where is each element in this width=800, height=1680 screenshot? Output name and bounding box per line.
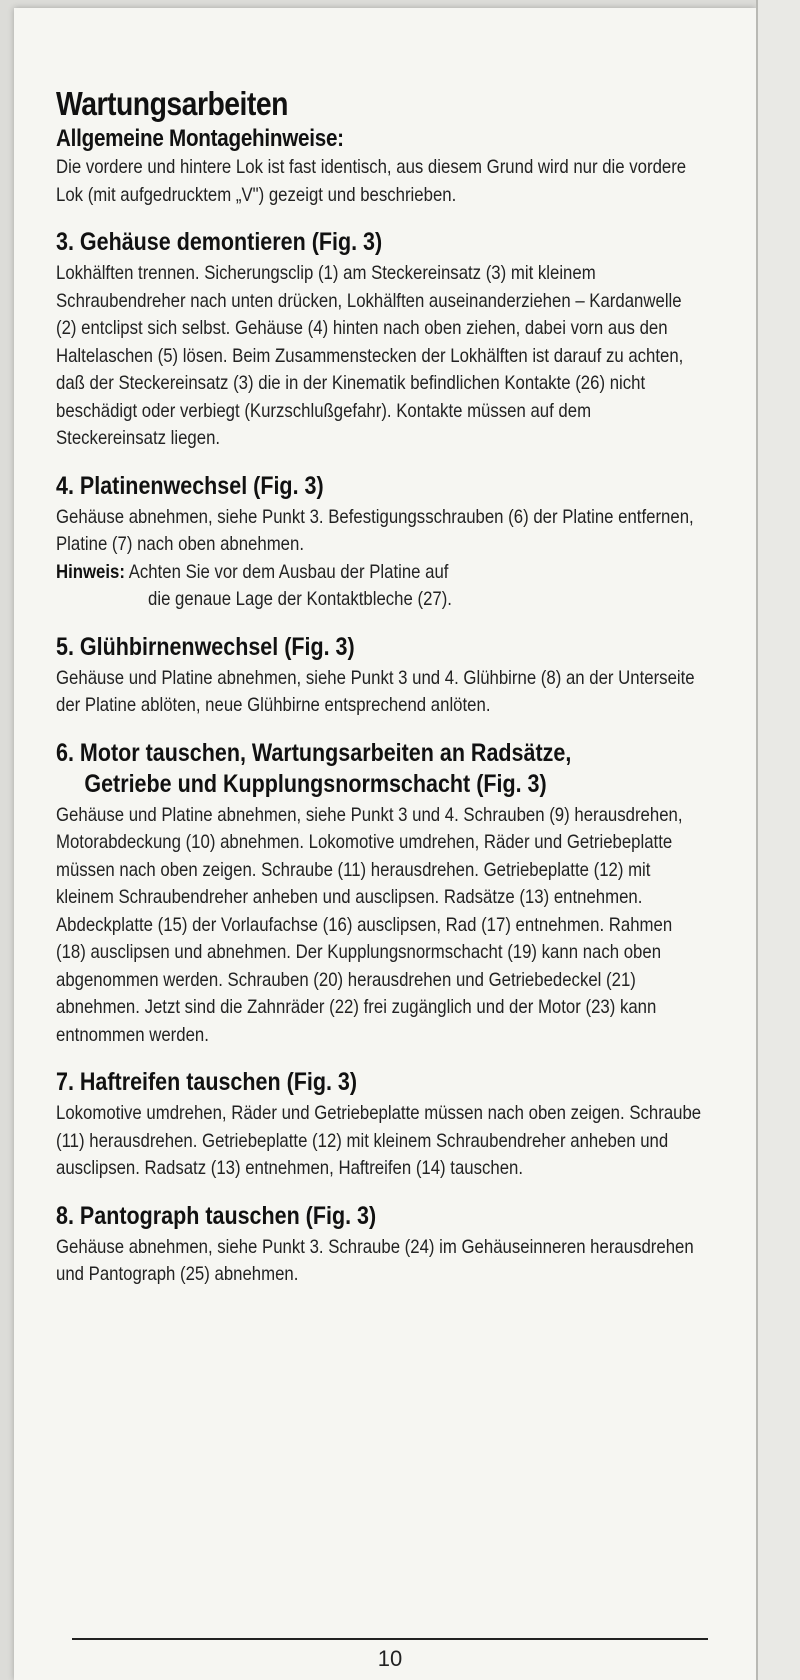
section-4-heading: 4. Platinenwechsel (Fig. 3) <box>56 471 324 500</box>
section-3-text: Lokhälften trennen. Sicherungsclip (1) am Steckereinsatz (3) mit kleinem Schraubendreher nach unten drücken, Lokhälften auseinanderziehen – Kardanwelle (2) entclipst sich selbst. Gehäuse (4) hinten nach oben ziehen, dabei vorn aus den Haltelaschen (5) lösen. Beim Zusammenstecken der Lokhälften ist darauf zu achten, daß der Steckereinsatz (3) die in der Kinematik befindlichen Kontakte (26) nicht beschädigt oder verbiegt (Kurzschlußgefahr). Kontakte müssen auf dem Steckereinsatz liegen. <box>56 262 684 449</box>
section-6-heading <box>56 738 699 800</box>
section-6-text: Gehäuse und Platine abnehmen, siehe Punkt 3 und 4. Schrauben (9) herausdrehen, Motorabdeckung (10) abnehmen. Lokomotive umdrehen, Räder und Getriebeplatte müssen nach oben zeigen. Schraube (11) herausdrehen. Getriebeplatte (12) mit kleinem Schraubendreher anheben und ausclipsen. Radsätze (13) entnehmen. Abdeckplatte (15) der Vorlaufachse (16) ausclipsen, Rad (17) entnehmen. Rahmen (18) ausclipsen und abnehmen. Der Kupplungsnormschacht (19) kann nach oben abgenommen werden. Schrauben (20) herausdrehen und Getriebedeckel (21) abnehmen. Jetzt sind die Zahnräder (22) frei zugänglich und der Motor (23) kann entnommen werden. <box>56 803 683 1046</box>
page-number: 10 <box>377 1646 403 1671</box>
section-6-heading-line-2: Getriebe und Kupplungsnormschacht (Fig. 3) <box>84 769 547 798</box>
intro-heading: Allgemeine Montagehinweise: <box>56 125 344 152</box>
footer-divider <box>72 1638 708 1640</box>
section-6-heading-line-1: 6. Motor tauschen, Wartungsarbeiten an Radsätze, <box>56 738 572 767</box>
section-7-text: Lokomotive umdrehen, Räder und Getriebeplatte müssen nach oben zeigen. Schraube (11) herausdrehen. Getriebeplatte (12) mit kleinem Schraubendreher anheben und ausclipsen. Radsatz (13) entnehmen, Haftreifen (14) tauschen. <box>56 1102 702 1179</box>
page-title: Wartungsarbeiten <box>56 85 288 122</box>
hint-line-2: die genaue Lage der Kontaktbleche (27). <box>148 588 452 610</box>
section-4-text: Gehäuse abnehmen, siehe Punkt 3. Befestigungsschrauben (6) der Platine entfernen, Platine (7) nach oben abnehmen. <box>56 505 694 555</box>
intro-text: Die vordere und hintere Lok ist fast identisch, aus diesem Grund wird nur die vordere Lok (mit aufgedrucktem „V") gezeigt und beschrieben. <box>56 156 687 206</box>
section-5-heading: 5. Glühbirnenwechsel (Fig. 3) <box>56 632 355 661</box>
section-3-heading: 3. Gehäuse demontieren (Fig. 3) <box>56 228 383 256</box>
page-content <box>56 84 706 1289</box>
hint-line-1: Achten Sie vor dem Ausbau der Platine auf <box>128 560 449 583</box>
adjacent-page-edge <box>756 0 800 1680</box>
section-8-heading: 8. Pantograph tauschen (Fig. 3) <box>56 1201 377 1230</box>
section-5-text: Gehäuse und Platine abnehmen, siehe Punkt 3 und 4. Glühbirne (8) an der Unterseite der Platine ablöten, neue Glühbirne entsprechend anlöten. <box>56 666 695 716</box>
hint-label: Hinweis: <box>56 560 125 583</box>
section-8-text: Gehäuse abnehmen, siehe Punkt 3. Schraube (24) im Gehäuseinneren herausdrehen und Pantograph (25) abnehmen. <box>56 1235 694 1285</box>
section-4-hint <box>56 559 704 614</box>
section-7-heading: 7. Haftreifen tauschen (Fig. 3) <box>56 1068 358 1096</box>
